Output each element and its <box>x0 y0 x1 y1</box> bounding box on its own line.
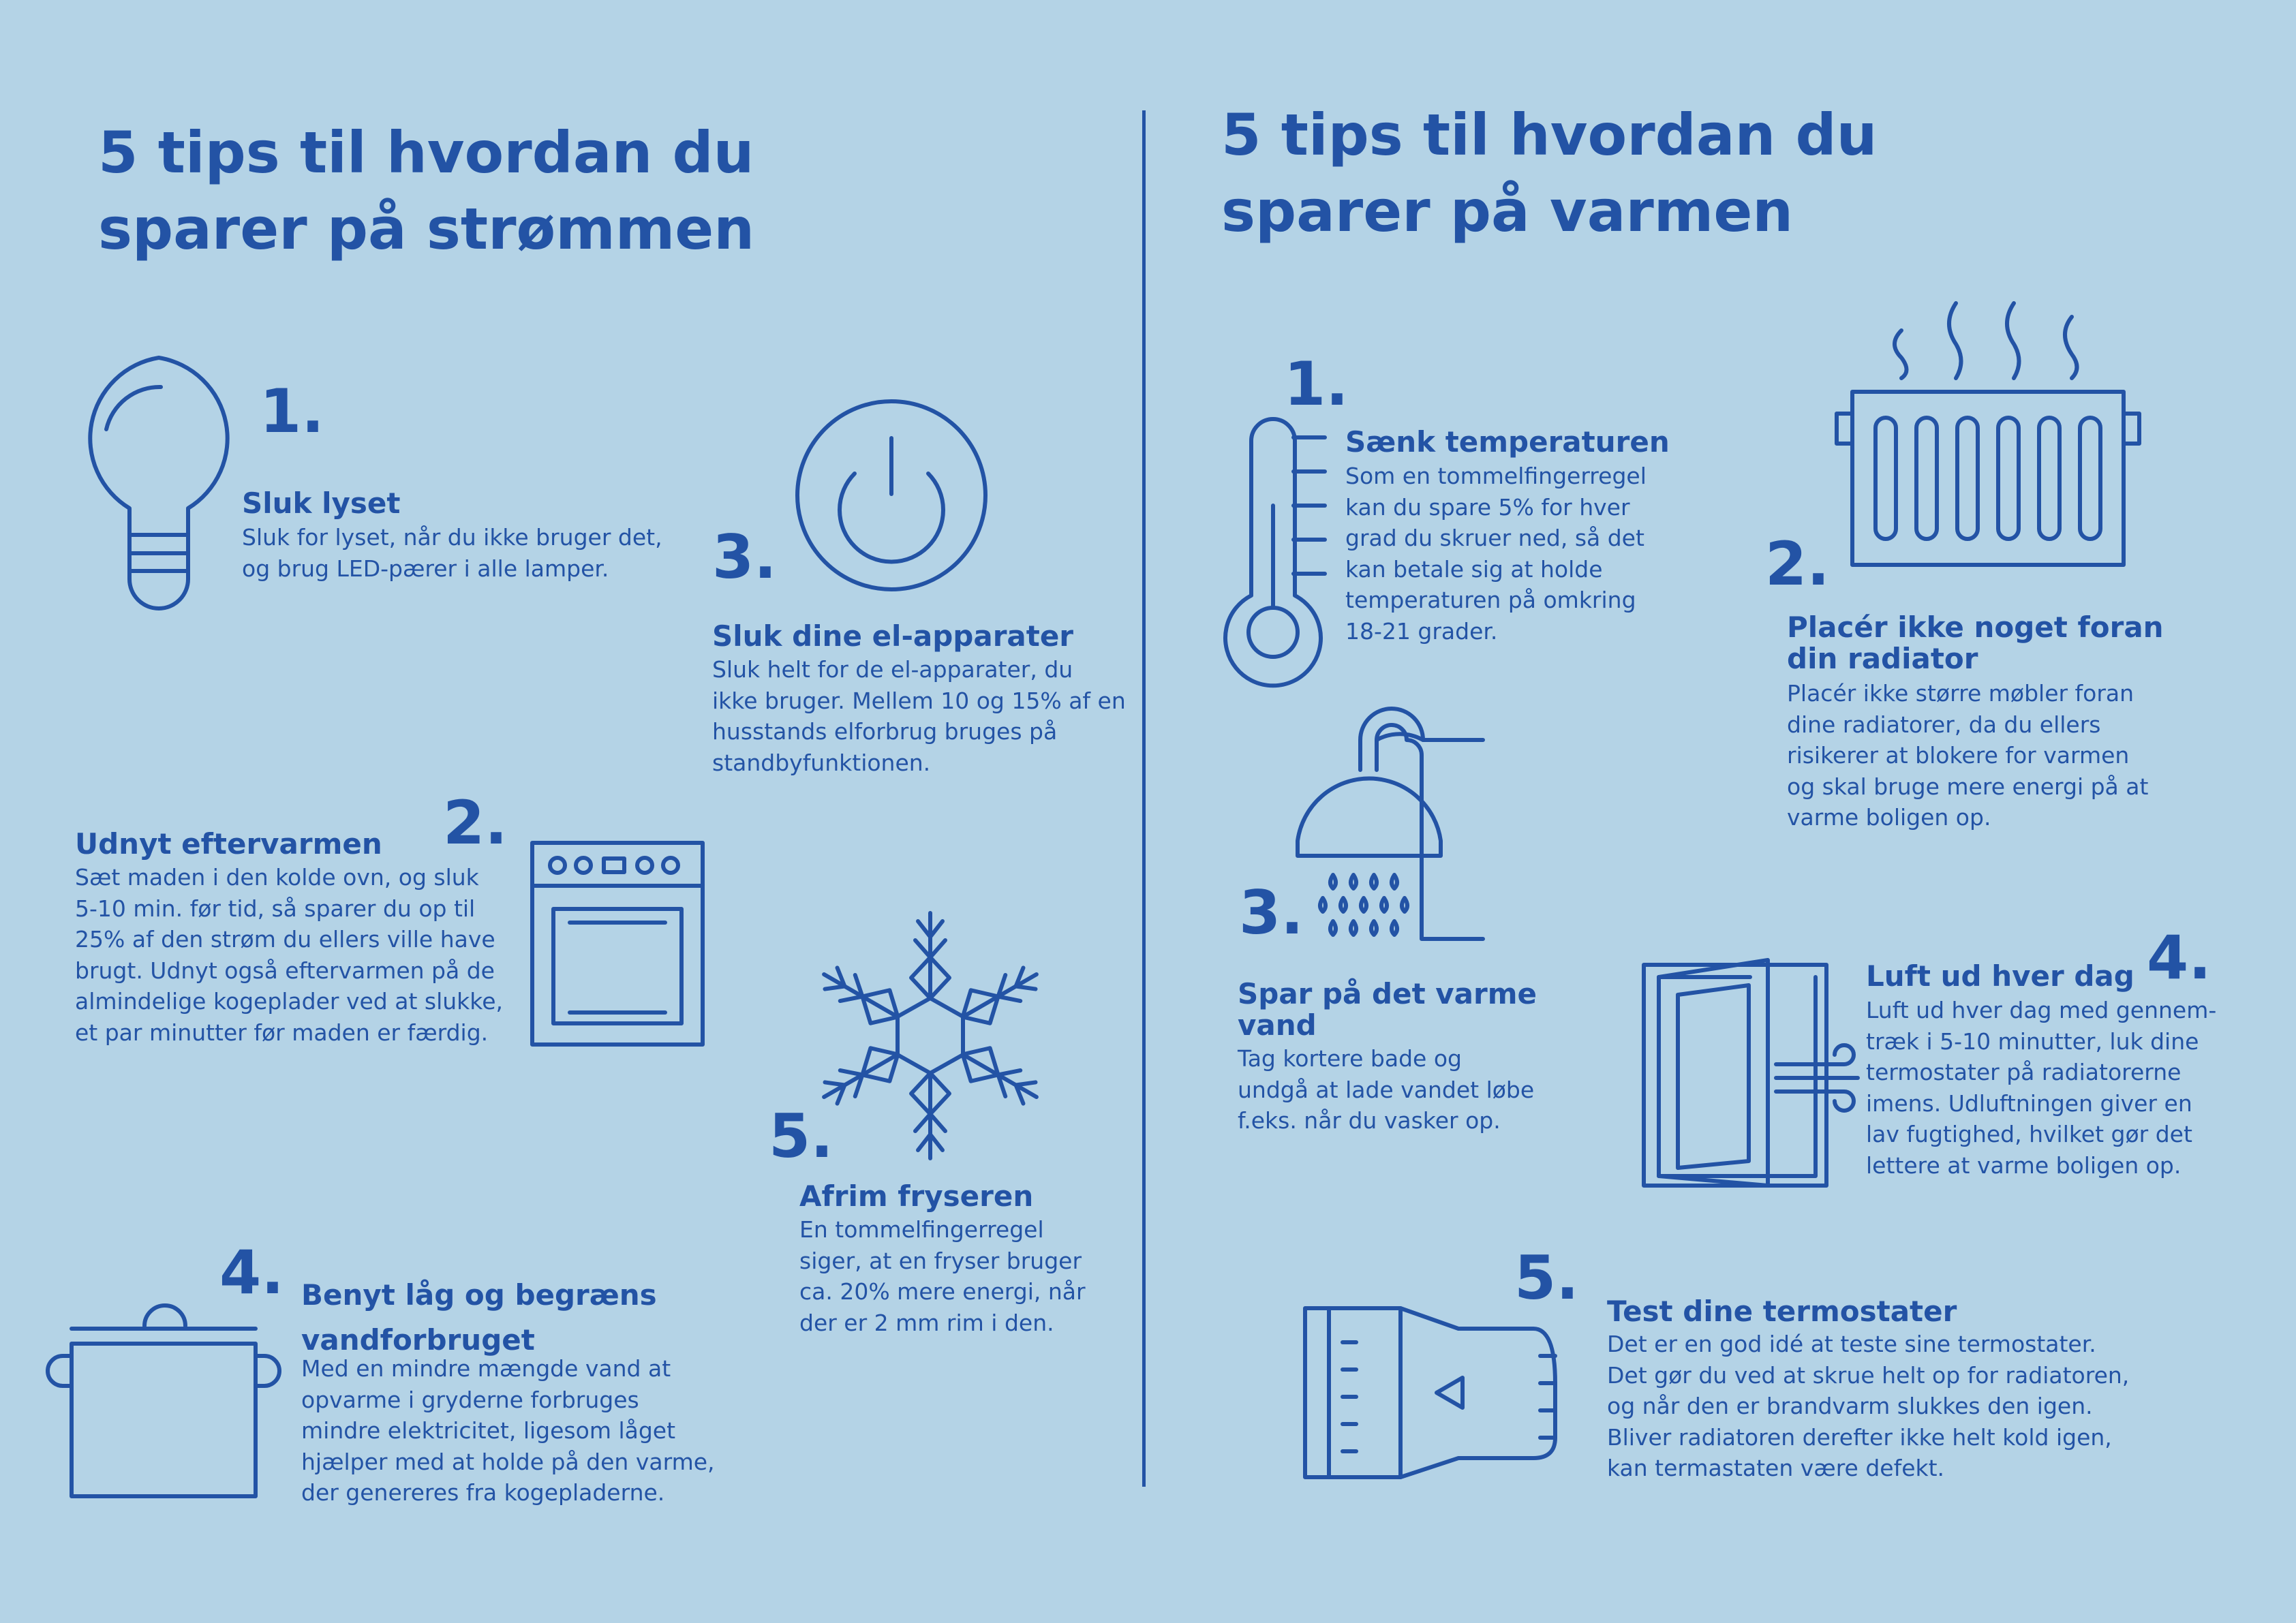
right-tip1-number: 1. <box>1284 349 1349 419</box>
left-tip4-number: 4. <box>219 1237 284 1308</box>
right-tip3-number: 3. <box>1239 878 1304 948</box>
right-tip2-number: 2. <box>1765 529 1830 599</box>
right-tip5-text: Det er en god idé at teste sine termostater. Det gør du ved at skrue helt op for radiatoren, og når den er brandvarm slukkes den igen. Bliver radiatoren derefter ikke helt kold igen, kan termastaten være defekt. <box>1607 1331 2130 1481</box>
right-tip5-number: 5. <box>1514 1243 1579 1313</box>
left-tip4-title: Benyt låg og begræns vandforbruget <box>301 1278 657 1357</box>
window-icon <box>1640 957 1865 1188</box>
right-tip2-title: Placér ikke noget foran din radiator <box>1787 610 2164 675</box>
right-heading: 5 tips til hvordan du sparer på varmen <box>1221 102 1878 245</box>
left-tip1-number: 1. <box>260 376 324 446</box>
radiator-icon <box>1833 296 2147 576</box>
left-tip5-number: 5. <box>769 1101 833 1171</box>
right-tip3-text: Tag kortere bade og undgå at lade vandet løbe f.eks. når du vasker op. <box>1238 1045 1535 1134</box>
right-tip2-text: Placér ikke større møbler foran dine radiatorer, da du ellers risikerer at blokere for varmen og skal bruge mere energi på at varme boligen op. <box>1787 680 2149 831</box>
power-icon <box>795 399 989 593</box>
right-tip5-title: Test dine termostater <box>1607 1295 1957 1328</box>
pot-icon <box>48 1301 279 1499</box>
light-bulb-icon <box>74 354 244 600</box>
right-tip4-title: Luft ud hver dag <box>1866 959 2134 993</box>
left-tip3-number: 3. <box>712 522 777 592</box>
left-tip3-title: Sluk dine el-apparater <box>712 619 1074 653</box>
snowflake-icon <box>818 910 1043 1162</box>
left-tip1-title: Sluk lyset <box>242 486 401 520</box>
left-heading: 5 tips til hvordan du sparer på strømmen <box>98 119 755 262</box>
shower-icon <box>1292 706 1490 944</box>
left-tip1-text: Sluk for lyset, når du ikke bruger det, og brug LED-pærer i alle lamper. <box>242 524 662 582</box>
thermostat-icon <box>1302 1301 1567 1479</box>
left-tip3-text: Sluk helt for de el-apparater, du ikke bruger. Mellem 10 og 15% af en husstands elforbrug bruges på standbyfunktionen. <box>712 656 1126 776</box>
right-tip3-title: Spar på det varme vand <box>1238 977 1537 1042</box>
column-divider <box>1142 110 1146 1487</box>
left-tip5-text: En tommelfingerregel siger, at en fryser bruger ca. 20% mere energi, når der er 2 mm rim i den. <box>799 1216 1086 1336</box>
thermometer-icon <box>1204 417 1340 676</box>
left-tip2-number: 2. <box>443 788 508 858</box>
left-tip4-text: Med en mindre mængde vand at opvarme i gryderne forbruges mindre elektricitet, ligesom låget hjælper med at holde på den varme, der genereres fra kogepladerne. <box>301 1355 715 1506</box>
left-tip2-text: Sæt maden i den kolde ovn, og sluk 5-10 min. før tid, så sparer du op til 25% af den strøm du ellers ville have brugt. Udnyt også eftervarmen på de almindelige kogeplader ved at slukke, et par minutter før maden er færdig. <box>75 864 503 1046</box>
left-tip2-title: Udnyt eftervarmen <box>75 827 382 861</box>
right-tip1-title: Sænk temperaturen <box>1345 425 1670 459</box>
left-tip5-title: Afrim fryseren <box>799 1179 1034 1213</box>
right-tip4-number: 4. <box>2147 923 2211 993</box>
oven-icon <box>530 841 705 1047</box>
right-tip4-text: Luft ud hver dag med gennem- træk i 5-10 minutter, luk dine termostater på radiatorerne imens. Udluftningen giver en lav fugtighed, hvilket gør det lettere at varme boligen op. <box>1866 997 2217 1179</box>
right-tip1-text: Som en tommelfingerregel kan du spare 5% for hver grad du skruer ned, så det kan betale sig at holde temperaturen på omkring 18-21 grader. <box>1345 463 1647 645</box>
